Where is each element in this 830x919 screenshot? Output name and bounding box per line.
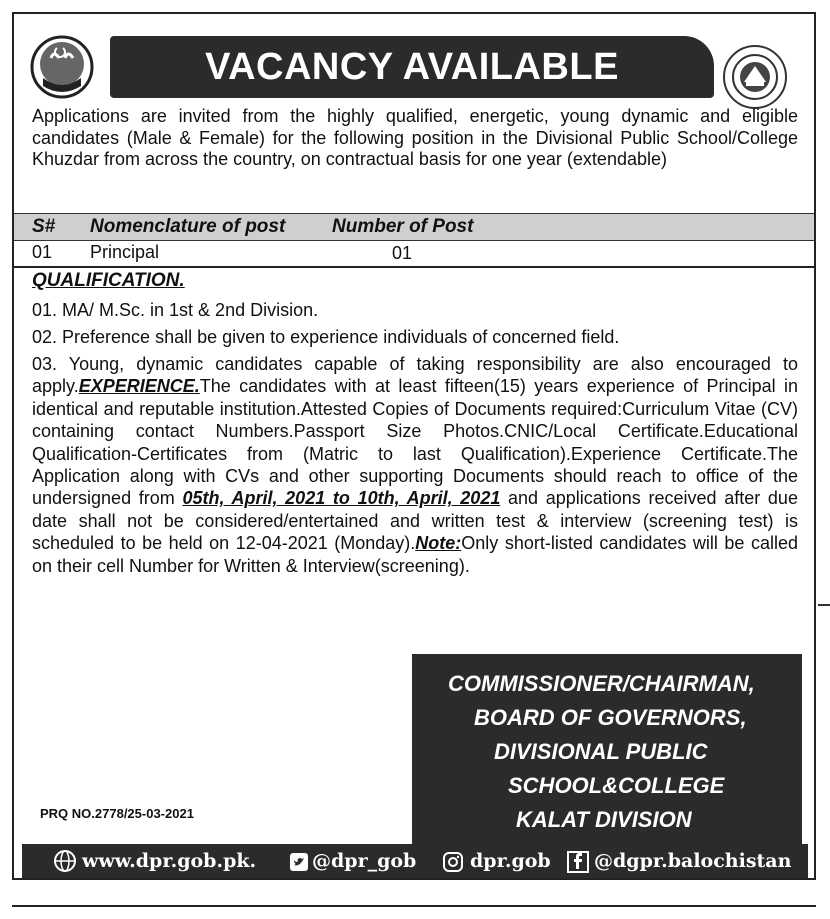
- instagram-handle[interactable]: dpr.gob: [470, 850, 551, 872]
- footer-contact-bar: [22, 844, 808, 878]
- instagram-icon: [443, 852, 463, 872]
- signatory-line-2: BOARD OF GOVERNORS,: [474, 705, 747, 730]
- qualification-item-3: [32, 353, 798, 577]
- advertisement-frame: [12, 12, 816, 880]
- cell-count: 01: [392, 243, 413, 263]
- note-label: Note:: [415, 533, 462, 554]
- table-header: [14, 213, 814, 241]
- cell-post: Principal: [90, 242, 160, 262]
- table-row: [14, 240, 814, 268]
- cell-sno: 01: [32, 242, 53, 262]
- item3-part-a: 03. Young, dynamic candidates capable of taking responsibility are also encouraged to apply.: [32, 354, 798, 397]
- signatory-block: [412, 654, 802, 844]
- page-title: VACANCY AVAILABLE: [110, 36, 714, 98]
- bottom-divider: [12, 905, 816, 907]
- qualification-item-1: 01. MA/ M.Sc. in 1st & 2nd Division.: [32, 300, 319, 320]
- col-sno-header: S#: [32, 216, 56, 237]
- qualification-item-2: 02. Preference shall be given to experience individuals of concerned field.: [32, 327, 620, 347]
- item3-part-c: and applications received after due date shall not be considered/entertained and written test & interview (screening test) is scheduled to be held on 12-04-2021 (Monday).: [32, 488, 798, 554]
- qualification-heading: QUALIFICATION.: [32, 270, 185, 291]
- twitter-handle[interactable]: @dpr_gob: [312, 850, 417, 872]
- col-count-header: Number of Post: [332, 216, 474, 237]
- experience-label: EXPERIENCE.: [78, 376, 200, 397]
- facebook-handle[interactable]: @dgpr.balochistan: [594, 850, 792, 872]
- school-seal-icon: [722, 44, 788, 110]
- divider-line: [818, 604, 830, 606]
- header: [14, 14, 814, 106]
- signatory-line-3: DIVISIONAL PUBLIC: [494, 739, 708, 764]
- intro-paragraph: Applications are invited from the highly qualified, energetic, young dynamic and eligible candidates (Male & Female) for the following position in the Divisional Public School/College Khuzdar from across the country, on contractual basis for one year (extendable): [32, 106, 798, 169]
- facebook-icon: [567, 851, 589, 873]
- signatory-line-5: KALAT DIVISION: [516, 807, 692, 832]
- prq-number: PRQ NO.2778/25-03-2021: [40, 806, 194, 821]
- item3-part-b: The candidates with at least fifteen(15) years experience of Principal in identical and reputable institution.Attested Copies of Documents required:Curriculum Vitae (CV) containing contact Numbers.Passport Size Photos.CNIC/Local Certificate.Educational Qualification-Certificates from (Matric to last Qualification).Experience Certificate.The Application along with CVs and other supporting Documents should reach to office of the undersigned from: [32, 376, 798, 509]
- signatory-line-1: COMMISSIONER/CHAIRMAN,: [448, 671, 755, 696]
- twitter-icon: [290, 853, 308, 871]
- globe-icon: [52, 849, 78, 873]
- item3-part-d: Only short-listed candidates will be called on their cell Number for Written & Interview(screening).: [32, 533, 798, 576]
- website-link[interactable]: www.dpr.gob.pk.: [82, 850, 257, 872]
- signatory-line-4: SCHOOL&COLLEGE: [508, 773, 725, 798]
- balochistan-emblem-icon: [29, 34, 95, 100]
- application-date-range: 05th, April, 2021 to 10th, April, 2021: [182, 488, 501, 509]
- col-post-header: Nomenclature of post: [90, 216, 286, 237]
